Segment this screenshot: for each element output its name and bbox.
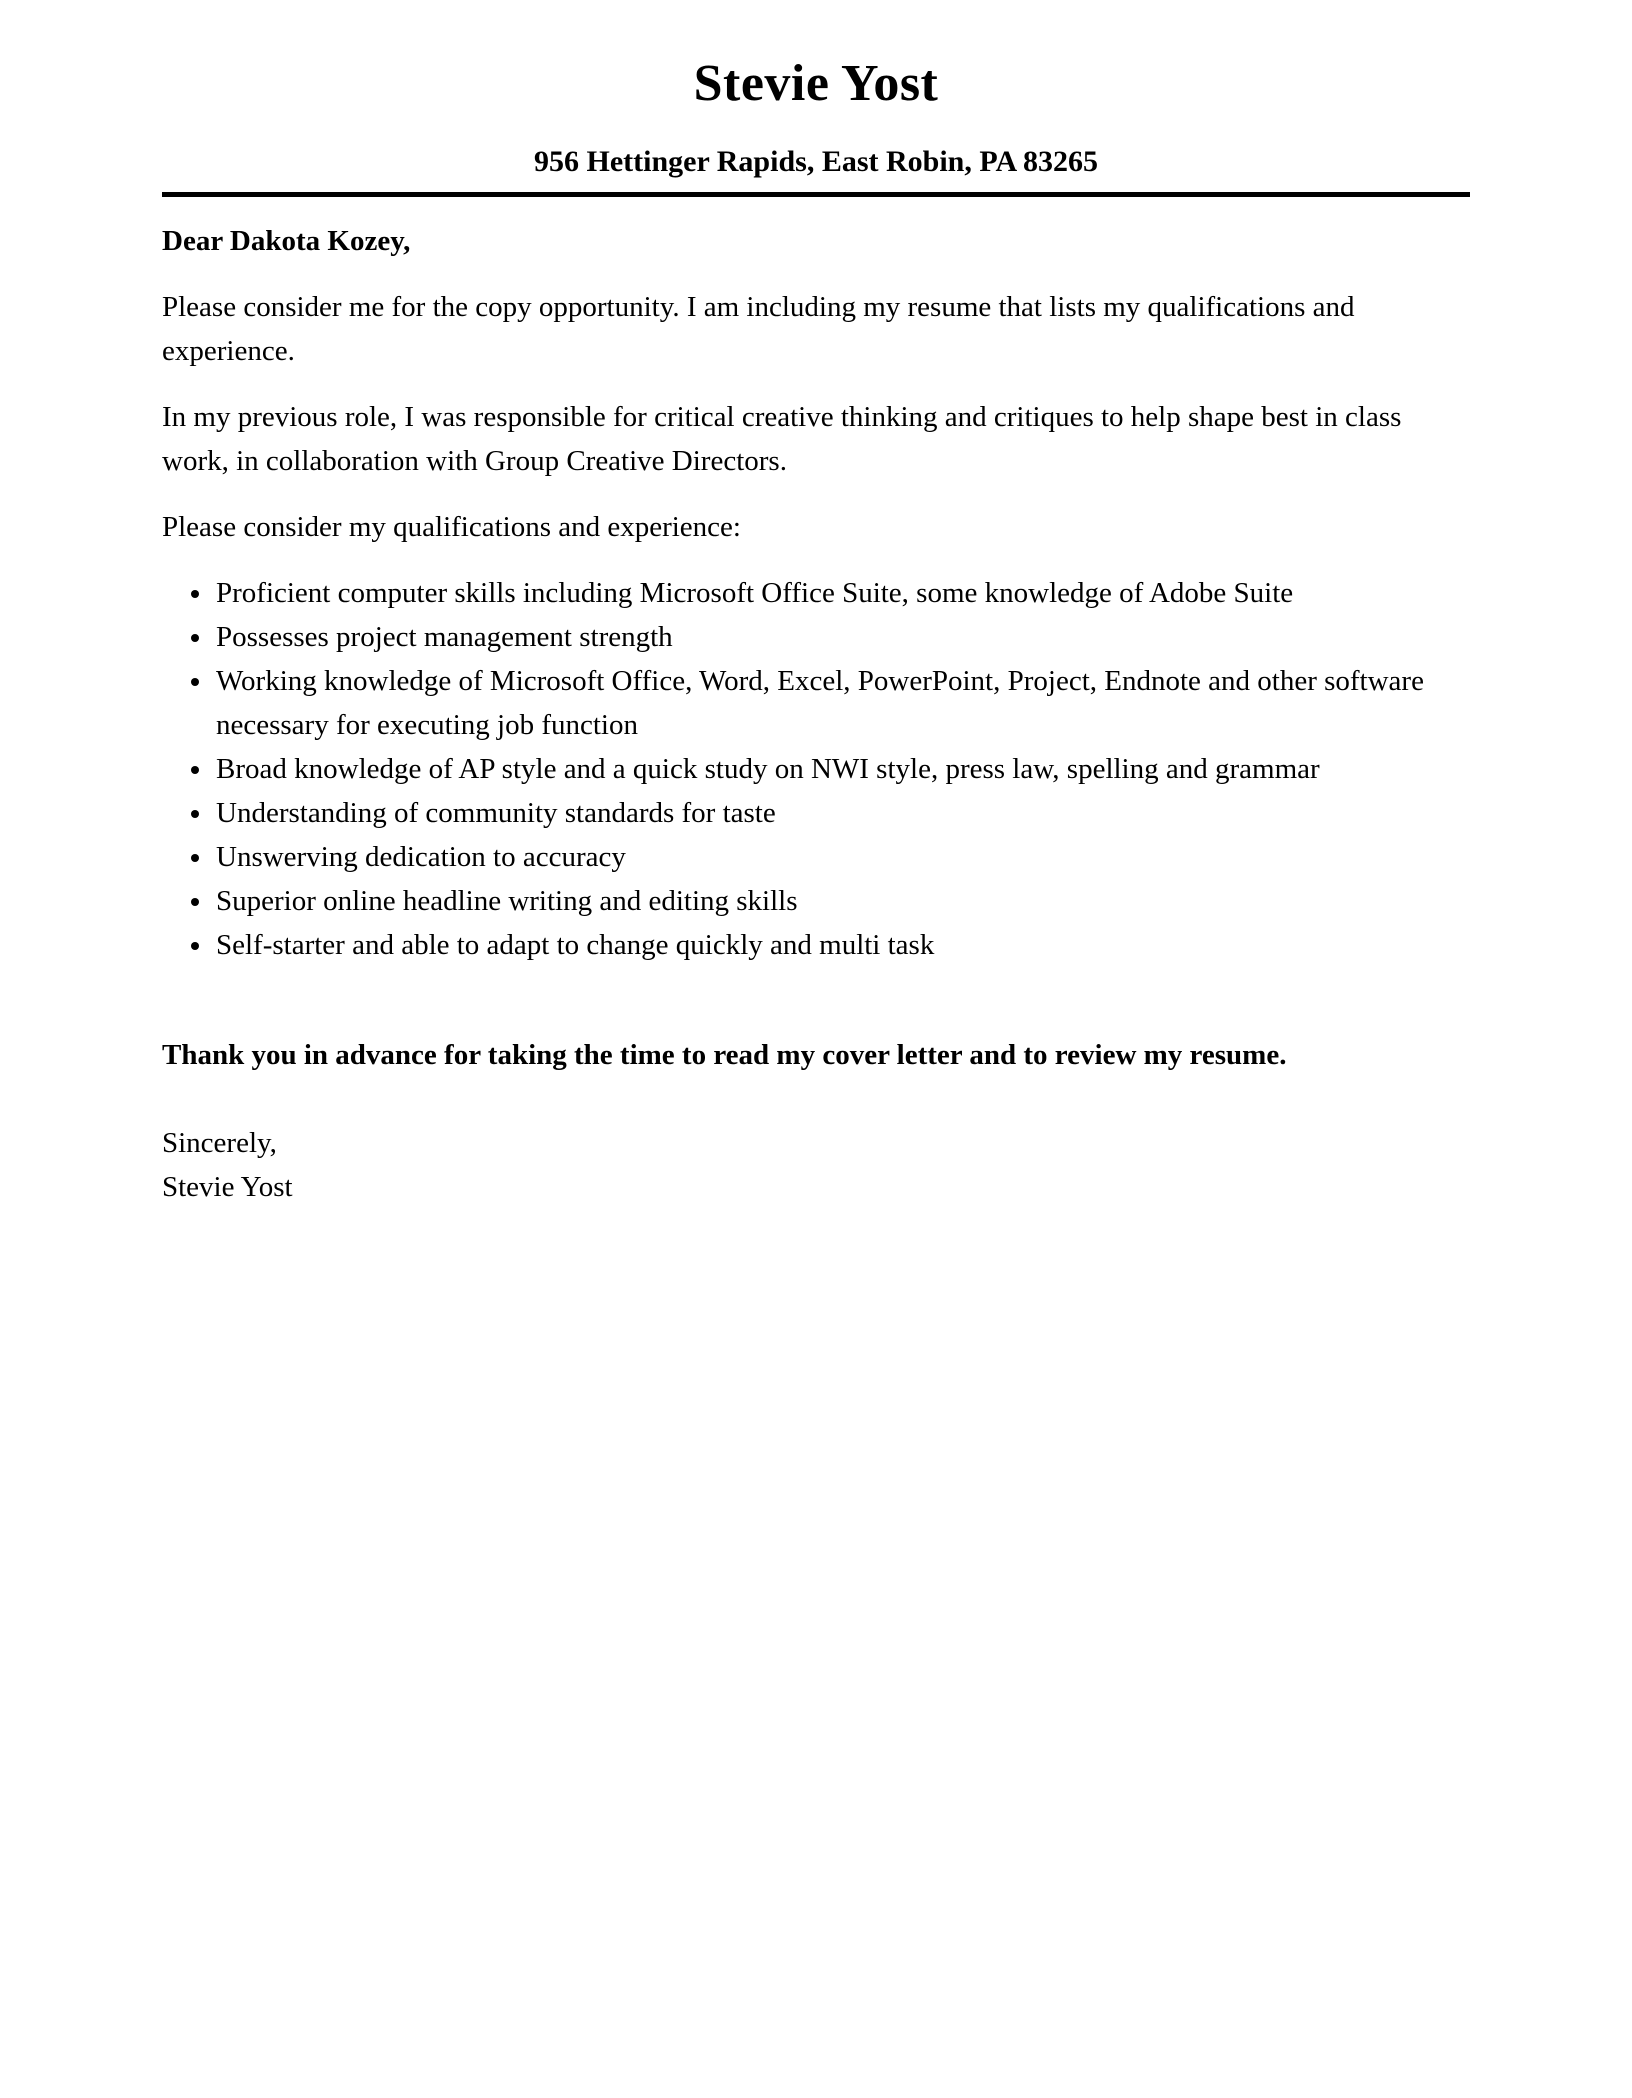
- qualification-item: • Working knowledge of Microsoft Office, Word, Excel, PowerPoint, Project, Endnote and other software necessary for executing job function: [214, 659, 1470, 747]
- letter-header: [162, 54, 1470, 197]
- paragraph-previous-role: In my previous role, I was responsible for critical creative thinking and critiques to help shape best in class work, in collaboration with Group Creative Directors.: [162, 400, 1402, 477]
- address-line: 956 Hettinger Rapids, East Robin, PA 83265: [534, 144, 1098, 178]
- qualification-item: • Self-starter and able to adapt to change quickly and multi task: [214, 923, 1470, 967]
- signature: Stevie Yost: [162, 1170, 293, 1203]
- qualifications-list: [162, 571, 1470, 967]
- page-title: Stevie Yost: [693, 55, 939, 112]
- qualification-item: • Understanding of community standards for taste: [214, 791, 1470, 835]
- qualification-item: • Broad knowledge of AP style and a quick study on NWI style, press law, spelling and grammar: [214, 747, 1470, 791]
- letter-body: [162, 219, 1470, 1209]
- header-divider: [162, 192, 1470, 197]
- qualification-item: • Unswerving dedication to accuracy: [214, 835, 1470, 879]
- paragraph-intro: Please consider me for the copy opportunity. I am including my resume that lists my qualifications and experience.: [162, 290, 1355, 367]
- paragraph-qualifications-lead: Please consider my qualifications and experience:: [162, 510, 741, 543]
- closing-statement: Thank you in advance for taking the time to read my cover letter and to review my resume.: [162, 1038, 1287, 1071]
- salutation: Dear Dakota Kozey,: [162, 224, 411, 257]
- qualification-item: • Possesses project management strength: [214, 615, 1470, 659]
- signoff-block: [162, 1121, 1470, 1209]
- qualification-item: • Superior online headline writing and editing skills: [214, 879, 1470, 923]
- qualification-item: • Proficient computer skills including Microsoft Office Suite, some knowledge of Adobe Suite: [214, 571, 1470, 615]
- signoff: Sincerely,: [162, 1126, 277, 1159]
